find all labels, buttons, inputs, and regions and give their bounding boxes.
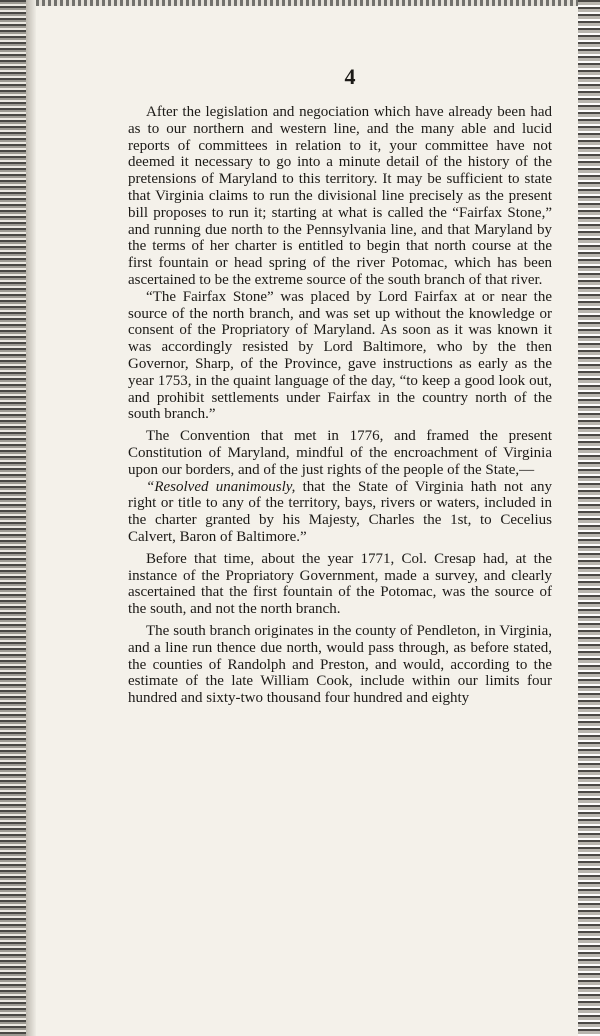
page-number: 4 xyxy=(344,64,356,89)
paragraph-south-branch: The south branch originates in the county of Pendleton, in Virginia, and a line run thence due north, would pass through, as before stated, the counties of Randolph and Preston, and would, according to the estimate of the late William Cook, include within our limits four hundred and sixty-two thousand four hundred and eighty xyxy=(128,622,552,707)
scan-shadow-left xyxy=(26,0,36,1036)
paragraph-cresap-survey: Before that time, about the year 1771, Col. Cresap had, at the instance of the Propriatory Government, made a survey, and clearly ascertained that the first fountain of the Potomac, was the source of the south, and not the north branch. xyxy=(128,550,552,618)
document-page xyxy=(128,64,552,707)
resolution-lead: “Resolved unanimously, xyxy=(146,478,296,495)
paragraph-convention: The Convention that met in 1776, and framed the present Constitution of Maryland, mindful of the encroachment of Virginia upon our borders, and of the just rights of the people of the State,— xyxy=(128,428,552,478)
scan-binding-edge-left xyxy=(0,0,26,1036)
scan-edge-right xyxy=(578,0,600,1036)
paragraph-intro: After the legislation and negociation which have already been had as to our northern and western line, and the many able and lucid reports of committees in relation to it, your committee have not deemed it necessary to go into a minute detail of the history of the pretensions of Maryland to this territory. It may be sufficient to state that Virginia claims to run the divisional line precisely as the present bill proposes to run it; starting at what is called the “Fairfax Stone,” and running due north to the Pennsylvania line, and that Maryland by the terms of her charter is entitled to begin that north course at the first fountain or head spring of the river Potomac, which has been ascertained to be the extreme source of the south branch of that river. xyxy=(128,104,552,288)
resolution-text: that the State of Virginia hath not any right or title to any of the territory, bays, rivers or waters, included in the charter granted by his Majesty, Charles the 1st, to Cecelius Calvert, Baron of Baltimore.” xyxy=(128,478,552,545)
paragraph-fairfax-stone: “The Fairfax Stone” was placed by Lord Fairfax at or near the source of the north branch, and was set up without the knowledge or consent of the Propriatory of Maryland. As soon as it was known it was accordingly resisted by Lord Baltimore, who by the then Governor, Sharp, of the Province, gave instructions as early as the year 1753, in the quaint language of the day, “to keep a good look out, and prohibit settlements under Fairfax in the country north of the south branch.” xyxy=(128,288,552,423)
paragraph-resolution xyxy=(128,479,552,546)
scan-edge-top xyxy=(36,0,578,6)
